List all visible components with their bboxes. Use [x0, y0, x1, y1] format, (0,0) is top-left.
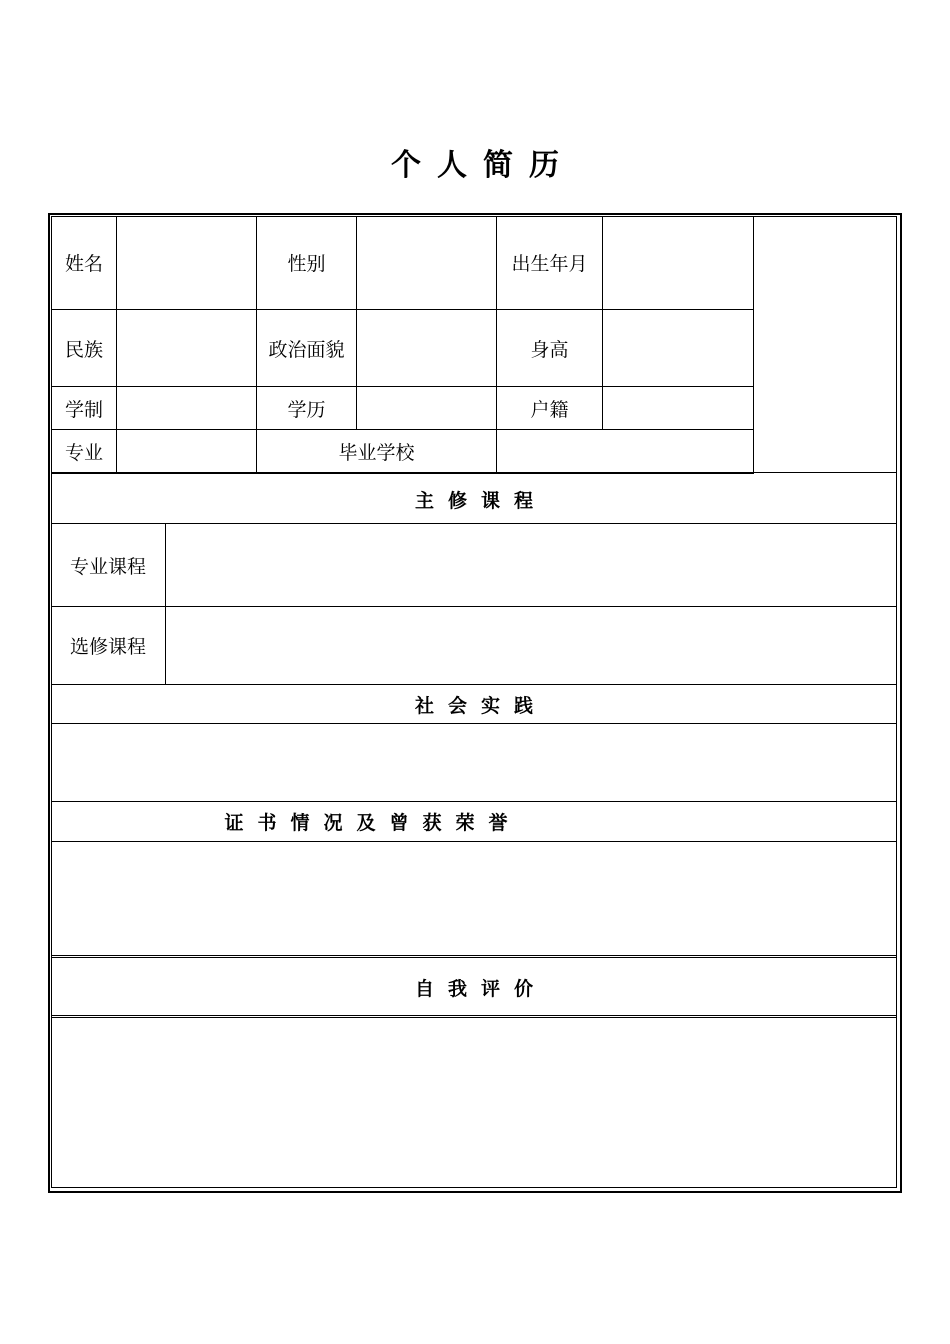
value-certificates[interactable]: [51, 842, 897, 955]
label-name: 姓名: [65, 253, 104, 275]
label-politics: 政治面貌: [268, 338, 345, 361]
value-school[interactable]: [497, 430, 753, 473]
value-elective-courses[interactable]: [166, 607, 897, 684]
label-schooling-length: 学制: [65, 398, 104, 421]
label-height: 身高: [530, 338, 569, 361]
label-gender: 性别: [287, 253, 326, 275]
section-header-certificates: 证书情况及曾获荣誉: [224, 812, 522, 834]
photo-area[interactable]: [754, 216, 897, 472]
label-birth: 出生年月: [511, 253, 588, 275]
label-hukou: 户籍: [530, 398, 569, 421]
label-major: 专业: [65, 442, 104, 464]
value-self-eval[interactable]: [51, 1019, 897, 1187]
label-education: 学历: [287, 398, 326, 421]
label-major-courses: 专业课程: [69, 555, 146, 578]
label-elective-courses: 选修课程: [69, 636, 146, 658]
value-height[interactable]: [603, 310, 753, 386]
value-practice[interactable]: [51, 724, 897, 801]
label-school: 毕业学校: [338, 442, 415, 464]
value-major[interactable]: [117, 430, 256, 473]
grid-line: [51, 1015, 897, 1018]
value-schooling-length[interactable]: [117, 387, 256, 429]
value-education[interactable]: [357, 387, 496, 429]
value-name[interactable]: [117, 216, 256, 309]
value-politics[interactable]: [357, 310, 496, 386]
value-major-courses[interactable]: [166, 524, 897, 606]
section-header-self-eval: 自我评价: [414, 977, 547, 1000]
section-header-practice: 社会实践: [414, 694, 547, 717]
section-header-courses: 主修课程: [414, 489, 547, 512]
page-title: 个人简历: [391, 148, 575, 183]
value-hukou[interactable]: [603, 387, 753, 429]
value-birth[interactable]: [603, 216, 753, 309]
value-gender[interactable]: [357, 216, 496, 309]
value-ethnicity[interactable]: [117, 310, 256, 386]
label-ethnicity: 民族: [65, 338, 104, 361]
